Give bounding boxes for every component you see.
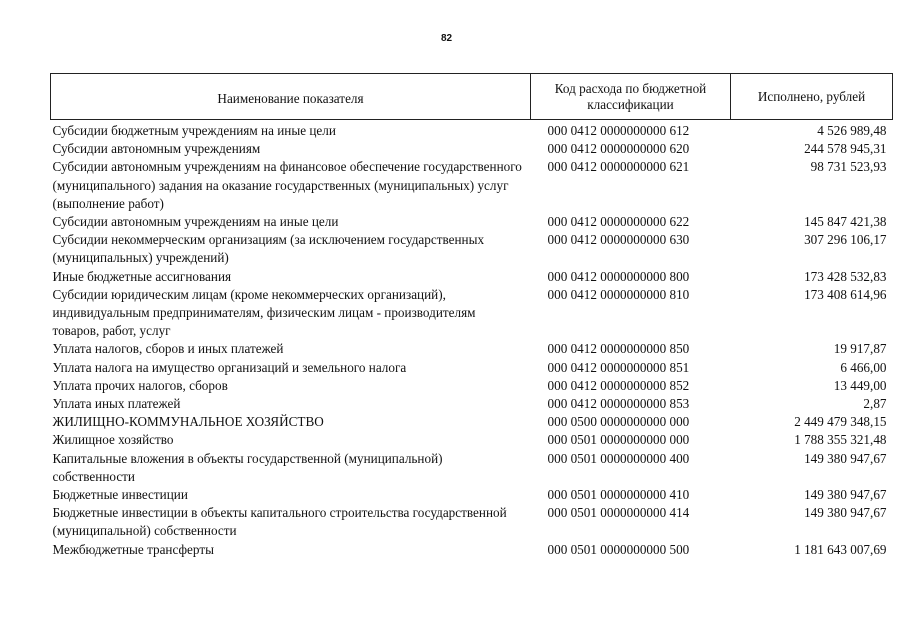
table-row <box>51 286 893 341</box>
table-row <box>51 450 893 486</box>
row-name: Субсидии юридическим лицам (кроме некоммерческих организаций), индивидуальным предпринимателям, физическим лицам - производителям товаров, работ, услуг <box>52 286 476 339</box>
row-name: ЖИЛИЩНО-КОММУНАЛЬНОЕ ХОЗЯЙСТВО <box>52 414 324 430</box>
row-amount: 1 788 355 321,48 <box>794 432 887 448</box>
page-number: 82 <box>441 33 453 44</box>
row-code: 000 0412 0000000000 852 <box>547 377 690 393</box>
row-amount: 2,87 <box>863 396 887 412</box>
table-row <box>51 120 893 141</box>
row-amount: 4 526 989,48 <box>817 123 887 138</box>
row-amount: 98 731 523,93 <box>810 159 887 175</box>
row-amount: 1 181 643 007,69 <box>794 541 887 557</box>
row-name: Субсидии некоммерческим организациям (за исключением государственных (муниципальных) учреждений) <box>52 232 485 266</box>
row-amount: 307 296 106,17 <box>804 232 887 248</box>
table-row <box>51 213 893 231</box>
row-code: 000 0412 0000000000 622 <box>547 214 690 230</box>
row-amount: 149 380 947,67 <box>804 487 887 503</box>
table-row <box>51 395 893 413</box>
row-amount: 2 449 479 348,15 <box>794 414 887 430</box>
row-amount: 145 847 421,38 <box>804 214 887 230</box>
row-name: Субсидии автономным учреждениям <box>52 141 261 157</box>
row-name: Межбюджетные трансферты <box>52 541 214 557</box>
row-code: 000 0412 0000000000 800 <box>547 268 690 284</box>
row-code: 000 0412 0000000000 851 <box>547 359 690 375</box>
table-body <box>51 120 893 559</box>
table-row <box>51 231 893 267</box>
header-executed-amount: Исполнено, рублей <box>731 74 893 120</box>
row-name: Субсидии бюджетным учреждениям на иные цели <box>52 123 336 138</box>
header-indicator-name: Наименование показателя <box>51 74 531 120</box>
row-amount: 6 466,00 <box>840 359 887 375</box>
header-budget-code: Код расхода по бюджетной классификации <box>531 74 731 120</box>
row-amount: 173 428 532,83 <box>804 268 887 284</box>
table-row <box>51 158 893 213</box>
row-name: Субсидии автономным учреждениям на иные цели <box>52 214 339 230</box>
table-row <box>51 377 893 395</box>
row-amount: 149 380 947,67 <box>804 450 887 466</box>
row-amount: 173 408 614,96 <box>804 286 887 302</box>
row-name: Уплата иных платежей <box>52 396 181 412</box>
table-row <box>51 268 893 286</box>
row-name: Бюджетные инвестиции <box>52 487 188 503</box>
row-code: 000 0501 0000000000 400 <box>547 450 690 466</box>
row-code: 000 0501 0000000000 500 <box>547 541 690 557</box>
table-row <box>51 340 893 358</box>
row-name: Уплата налогов, сборов и иных платежей <box>52 341 284 357</box>
row-code: 000 0412 0000000000 810 <box>547 286 690 302</box>
row-name: Уплата прочих налогов, сборов <box>52 377 228 393</box>
row-name: Субсидии автономным учреждениям на финансовое обеспечение государственного (муниципального) задания на оказание государственных (муниципальных) услуг (выполнение работ) <box>52 159 522 211</box>
row-amount: 19 917,87 <box>833 341 887 357</box>
row-name: Уплата налога на имущество организаций и земельного налога <box>52 359 407 375</box>
row-code: 000 0412 0000000000 620 <box>547 141 690 157</box>
row-name: Иные бюджетные ассигнования <box>52 268 232 284</box>
table-row <box>51 140 893 158</box>
expenditure-table <box>50 73 893 559</box>
row-name: Капитальные вложения в объекты государственной (муниципальной) собственности <box>52 450 443 484</box>
row-amount: 13 449,00 <box>833 377 887 393</box>
table-row <box>51 413 893 431</box>
row-code: 000 0501 0000000000 000 <box>547 432 690 448</box>
row-name: Жилищное хозяйство <box>52 432 174 448</box>
row-code: 000 0501 0000000000 414 <box>547 505 690 521</box>
row-code: 000 0501 0000000000 410 <box>547 487 690 503</box>
header-row <box>51 74 893 120</box>
table-row <box>51 541 893 559</box>
row-amount: 244 578 945,31 <box>804 141 887 157</box>
table-row <box>51 359 893 377</box>
row-code: 000 0412 0000000000 853 <box>547 396 690 412</box>
table-row <box>51 431 893 449</box>
row-amount: 149 380 947,67 <box>804 505 887 521</box>
table-header <box>51 74 893 120</box>
row-code: 000 0500 0000000000 000 <box>547 414 690 430</box>
row-code: 000 0412 0000000000 850 <box>547 341 690 357</box>
table-row <box>51 486 893 504</box>
row-code: 000 0412 0000000000 630 <box>547 232 690 248</box>
row-code: 000 0412 0000000000 621 <box>547 159 690 175</box>
row-name: Бюджетные инвестиции в объекты капитального строительства государственной (муниципальной) собственности <box>52 505 507 539</box>
row-code: 000 0412 0000000000 612 <box>547 123 690 138</box>
table-row <box>51 504 893 540</box>
